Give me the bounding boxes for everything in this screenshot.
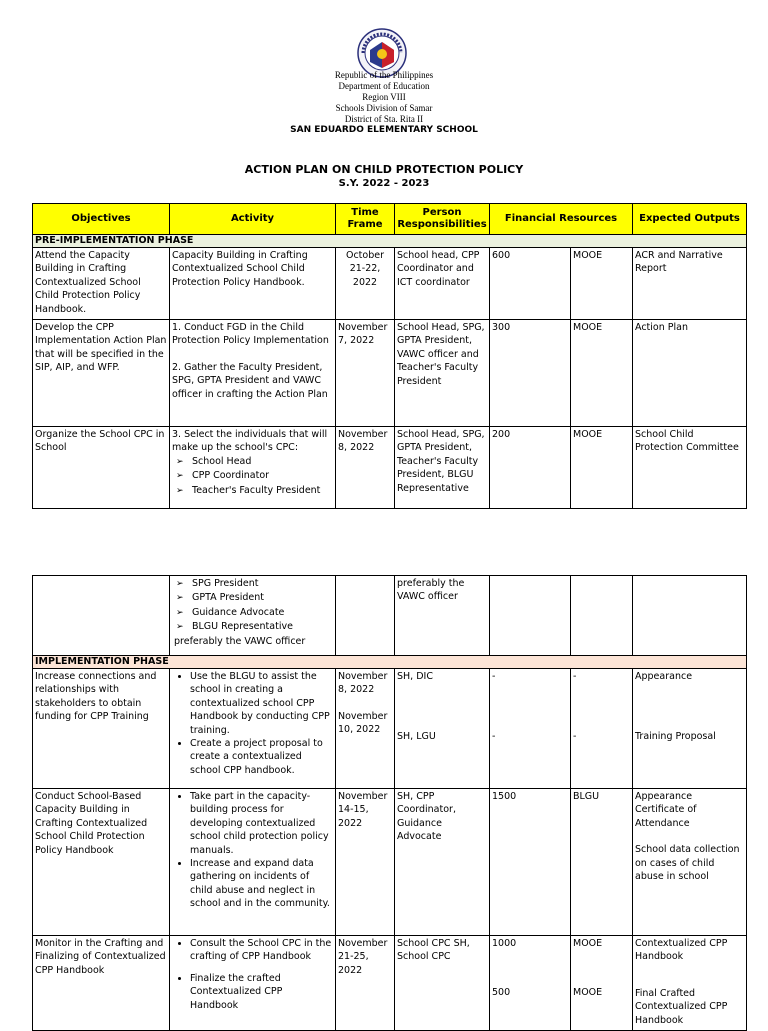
- fund-source-cell: [571, 576, 633, 656]
- list-item: ➢ CPP Coordinator: [174, 469, 333, 483]
- agency-header: [0, 70, 768, 136]
- activity-cell: [170, 576, 336, 656]
- fund-source-cell: MOOE: [571, 320, 633, 427]
- school-year: S.Y. 2022 - 2023: [338, 178, 430, 189]
- person-cell: School head, CPP Coordinator and ICT coordinator: [395, 248, 490, 320]
- activity-list: [172, 670, 333, 777]
- fund-source-cell: BLGU: [571, 789, 633, 936]
- action-plan-table-page1: [32, 203, 747, 509]
- list-item: • Finalize the crafted Contextualized CPP Handbook: [190, 972, 333, 1012]
- list-item: ➢ Guidance Advocate: [174, 606, 333, 620]
- col-header-outputs: Expected Outputs: [633, 204, 747, 235]
- fund-source-cell: MOOE: [571, 427, 633, 509]
- person-cell: [395, 669, 490, 789]
- output-text: School data collection on cases of child abuse in school: [635, 844, 740, 883]
- phase-label-pre: PRE-IMPLEMENTATION PHASE: [33, 235, 747, 248]
- amount-cell: 1500: [490, 789, 571, 936]
- table-row: [33, 936, 747, 1031]
- activity-list: [172, 790, 333, 911]
- output-cell: Action Plan: [633, 320, 747, 427]
- time-frame-cell: [336, 576, 395, 656]
- person-text: SH, DIC: [397, 671, 433, 682]
- fund-source-text: MOOE: [573, 938, 603, 949]
- col-header-activity: Activity: [170, 204, 336, 235]
- person-cell: School Head, SPG, GPTA President, VAWC officer and Teacher's Faculty President: [395, 320, 490, 427]
- output-text: Appearance: [635, 671, 693, 682]
- phase-label-implementation: IMPLEMENTATION PHASE: [33, 656, 747, 669]
- objective-cell: Develop the CPP Implementation Action Plan that will be specified in the SIP, AIP, and WFP.: [33, 320, 170, 427]
- activity-list: [172, 937, 333, 1012]
- fund-source-cell: MOOE: [571, 248, 633, 320]
- action-plan-table-page2: [32, 575, 747, 1031]
- output-text: Training Proposal: [635, 731, 716, 743]
- list-item: ➢ BLGU Representative preferably the VAWC officer: [174, 620, 333, 648]
- time-frame-cell: November 14-15, 2022: [336, 789, 395, 936]
- output-text: Appearance Certificate of Attendance: [635, 791, 697, 829]
- document-title: ACTION PLAN ON CHILD PROTECTION POLICY: [244, 163, 524, 176]
- cpc-members-list: [172, 455, 333, 498]
- list-item: ➢ GPTA President: [174, 591, 333, 605]
- list-item: • Consult the School CPC in the crafting of CPP Handbook: [190, 937, 333, 964]
- amount-text: -: [492, 671, 496, 682]
- activity-cell: [170, 427, 336, 509]
- amount-cell: [490, 936, 571, 1031]
- col-header-time-frame: Time Frame: [336, 204, 395, 235]
- header-line: Republic of the Philippines: [334, 70, 434, 80]
- objective-cell: Monitor in the Crafting and Finalizing of Contextualized CPP Handbook: [33, 936, 170, 1031]
- output-text: Final Crafted Contextualized CPP Handbook: [635, 987, 728, 1026]
- output-cell: [633, 789, 747, 936]
- list-item: • Create a project proposal to create a contextualized school CPP handbook.: [190, 737, 333, 777]
- person-cell: SH, CPP Coordinator, Guidance Advocate: [395, 789, 490, 936]
- fund-source-cell: [571, 936, 633, 1031]
- fund-source-text: MOOE: [573, 987, 603, 999]
- objective-cell: Organize the School CPC in School: [33, 427, 170, 509]
- header-line: District of Sta. Rita II: [344, 114, 424, 124]
- person-text: SH, LGU: [397, 731, 436, 743]
- table-row: [33, 669, 747, 789]
- amount-text: 500: [492, 987, 511, 999]
- list-item: ➢ Teacher's Faculty President: [174, 484, 333, 498]
- activity-text: 2. Gather the Faculty President, SPG, GPTA President and VAWC officer in crafting the Action Plan: [172, 361, 328, 400]
- amount-cell: 300: [490, 320, 571, 427]
- output-text: Contextualized CPP Handbook: [635, 938, 728, 963]
- time-frame-cell: October 21-22, 2022: [336, 248, 395, 320]
- time-frame-cell: November 8, 2022: [336, 427, 395, 509]
- output-cell: [633, 669, 747, 789]
- time-frame-cell: November 7, 2022: [336, 320, 395, 427]
- col-header-objectives: Objectives: [33, 204, 170, 235]
- table-row: [33, 248, 747, 320]
- list-item: ➢ School Head: [174, 455, 333, 469]
- list-item: • Take part in the capacity-building process for developing contextualized school child protection policy manuals.: [190, 790, 333, 857]
- list-item: ➢ SPG President: [174, 577, 333, 591]
- table-row: [33, 789, 747, 936]
- col-header-person: Person Responsibilities: [395, 204, 490, 235]
- person-cell: preferably the VAWC officer: [395, 576, 490, 656]
- amount-cell: [490, 576, 571, 656]
- table-row: [33, 320, 747, 427]
- fund-source-text: -: [573, 671, 577, 682]
- col-header-financial: Financial Resources: [490, 204, 633, 235]
- output-cell: ACR and Narrative Report: [633, 248, 747, 320]
- header-line: Department of Education: [338, 81, 430, 91]
- objective-cell: Attend the Capacity Building in Crafting Contextualized School Child Protection Policy Handbook.: [33, 248, 170, 320]
- person-cell: School CPC SH, School CPC: [395, 936, 490, 1031]
- header-line: Schools Division of Samar: [335, 103, 433, 113]
- amount-text: 1000: [492, 938, 517, 949]
- output-cell: [633, 576, 747, 656]
- amount-cell: 200: [490, 427, 571, 509]
- time-frame-cell: November 21-25, 2022: [336, 936, 395, 1031]
- objective-cell: [33, 576, 170, 656]
- amount-cell: [490, 669, 571, 789]
- list-item: • Increase and expand data gathering on incidents of child abuse and neglect in school and in the community.: [190, 857, 333, 911]
- time-frame-text: November 10, 2022: [338, 710, 388, 736]
- person-cell: School Head, SPG, GPTA President, Teacher's Faculty President, BLGU Representative: [395, 427, 490, 509]
- activity-text: 1. Conduct FGD in the Child Protection Policy Implementation: [172, 322, 329, 347]
- fund-source-cell: [571, 669, 633, 789]
- activity-cell: Capacity Building in Crafting Contextualized School Child Protection Policy Handbook.: [170, 248, 336, 320]
- objective-cell: Increase connections and relationships with stakeholders to obtain funding for CPP Training: [33, 669, 170, 789]
- list-item: • Use the BLGU to assist the school in creating a contextualized school CPP Handbook by conducting CPP training.: [190, 670, 333, 737]
- fund-source-text: -: [573, 731, 577, 743]
- output-cell: [633, 936, 747, 1031]
- header-line: Region VIII: [362, 92, 406, 102]
- activity-text: 3. Select the individuals that will make up the school's CPC:: [172, 429, 328, 454]
- amount-text: -: [492, 731, 496, 743]
- activity-cell: [170, 789, 336, 936]
- output-cell: School Child Protection Committee: [633, 427, 747, 509]
- amount-cell: 600: [490, 248, 571, 320]
- table-row: [33, 427, 747, 509]
- cpc-members-list: [172, 577, 333, 648]
- activity-cell: [170, 320, 336, 427]
- table-row: [33, 576, 747, 656]
- time-frame-cell: [336, 669, 395, 789]
- time-frame-text: November 8, 2022: [338, 671, 388, 696]
- school-name: SAN EDUARDO ELEMENTARY SCHOOL: [290, 125, 478, 135]
- activity-cell: [170, 669, 336, 789]
- objective-cell: Conduct School-Based Capacity Building in Crafting Contextualized School Child Protection Policy Handbook: [33, 789, 170, 936]
- activity-cell: [170, 936, 336, 1031]
